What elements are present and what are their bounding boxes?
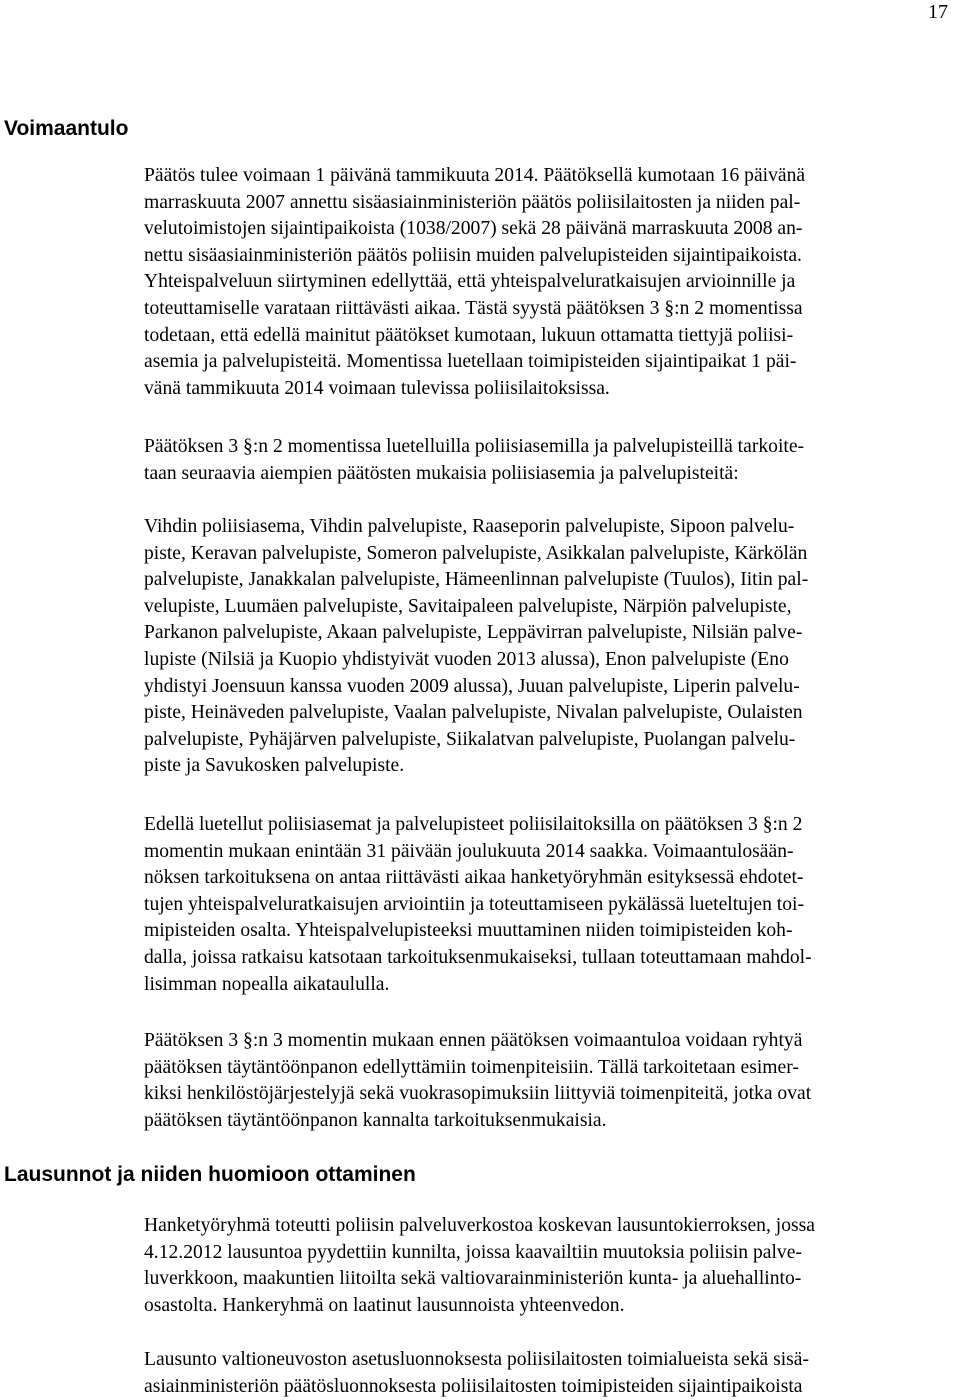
paragraph-lausunnot-2 bbox=[144, 1347, 960, 1400]
page-number: 17 bbox=[928, 1, 948, 23]
text-line: Parkanon palvelupiste, Akaan palvelupiste, Leppävirran palvelupiste, Nilsiän palve- bbox=[144, 622, 803, 644]
text-line: Hanketyöryhmä toteutti poliisin palveluverkostoa koskevan lausuntokierroksen, jossa bbox=[144, 1215, 815, 1236]
paragraph-voimaantulo-1 bbox=[144, 163, 960, 402]
text-line: momentin mukaan enintään 31 päivään joulukuuta 2014 saakka. Voimaantulosään- bbox=[144, 840, 794, 862]
paragraph-voimaantulo-5 bbox=[144, 1028, 960, 1134]
text-line: vänä tammikuuta 2014 voimaan tulevissa poliisilaitoksissa. bbox=[144, 377, 610, 399]
text-line: nettu sisäasiainministeriön päätös poliisin muiden palvelupisteiden sijaintipaikoista. bbox=[144, 244, 802, 266]
text-line: yhdistyi Joensuun kanssa vuoden 2009 alussa), Juuan palvelupiste, Liperin palvelu- bbox=[144, 675, 800, 697]
text-line: osastolta. Hankeryhmä on laatinut lausunnoista yhteenvedon. bbox=[144, 1294, 625, 1316]
text-line: luverkkoon, maakuntien liitoilta sekä valtiovarainministeriön kunta- ja aluehallinto- bbox=[144, 1268, 802, 1290]
text-line: päätöksen täytäntöönpanon kannalta tarkoituksenmukaisia. bbox=[144, 1109, 607, 1131]
text-line: asemia ja palvelupisteitä. Momentissa luetellaan toimipisteiden sijaintipaikat 1 päi- bbox=[144, 351, 797, 373]
paragraph-voimaantulo-3 bbox=[144, 514, 960, 780]
text-line: lupiste (Nilsiä ja Kuopio yhdistyivät vuoden 2013 alussa), Enon palvelupiste (Eno bbox=[144, 648, 789, 670]
text-line: marraskuuta 2007 annettu sisäasiainministeriön päätös poliisilaitosten ja niiden pal- bbox=[144, 191, 801, 213]
text-line: Päätöksen 3 §:n 2 momentissa luetelluilla poliisiasemilla ja palvelupisteillä tarkoite- bbox=[144, 436, 805, 457]
paragraph-voimaantulo-2 bbox=[144, 434, 960, 487]
text-line: palvelupiste, Pyhäjärven palvelupiste, Siikalatvan palvelupiste, Puolangan palvelu- bbox=[144, 728, 796, 750]
text-line: Lausunto valtioneuvoston asetusluonnoksesta poliisilaitosten toimialueista sekä sisä- bbox=[144, 1349, 810, 1370]
text-line: kiksi henkilöstöjärjestelyjä sekä vuokrasopimuksiin liittyviä toimenpiteitä, jotka ovat bbox=[144, 1083, 812, 1105]
text-line: päätöksen täytäntöönpanon edellyttämiin toimenpiteisiin. Tällä tarkoitetaan esimer- bbox=[144, 1056, 799, 1078]
paragraph-voimaantulo-4 bbox=[144, 812, 960, 998]
text-line: asiainministeriön päätösluonnoksesta poliisilaitosten toimipisteiden sijaintipaikoista bbox=[144, 1375, 803, 1397]
section-heading-lausunnot: Lausunnot ja niiden huomioon ottaminen bbox=[4, 1163, 416, 1186]
text-line: Vihdin poliisiasema, Vihdin palvelupiste, Raaseporin palvelupiste, Sipoon palvelu- bbox=[144, 516, 795, 537]
text-line: piste, Keravan palvelupiste, Someron palvelupiste, Asikkalan palvelupiste, Kärkölän bbox=[144, 542, 808, 564]
text-line: Edellä luetellut poliisiasemat ja palvelupisteet poliisilaitoksilla on päätöksen 3 §:n 2 bbox=[144, 814, 803, 835]
text-line: nöksen tarkoituksena on antaa riittävästi aikaa hanketyöryhmän esityksessä ehdotet- bbox=[144, 867, 804, 889]
text-line: piste ja Savukosken palvelupiste. bbox=[144, 755, 405, 777]
text-line: mipisteiden osalta. Yhteispalvelupisteeksi muuttaminen niiden toimipisteiden koh- bbox=[144, 920, 793, 942]
text-line: Yhteispalveluun siirtyminen edellyttää, että yhteispalveluratkaisujen arvioinnille ja bbox=[144, 271, 796, 293]
text-line: velutoimistojen sijaintipaikoista (1038/2007) sekä 28 päivänä marraskuuta 2008 an- bbox=[144, 218, 803, 240]
text-line: Päätöksen 3 §:n 3 momentin mukaan ennen päätöksen voimaantuloa voidaan ryhtyä bbox=[144, 1030, 803, 1051]
text-line: toteuttamiselle varataan riittävästi aikaa. Tästä syystä päätöksen 3 §:n 2 momentissa bbox=[144, 297, 803, 319]
text-line: velupiste, Luumäen palvelupiste, Savitaipaleen palvelupiste, Närpiön palvelupiste, bbox=[144, 595, 792, 617]
text-line: taan seuraavia aiempien päätösten mukaisia poliisiasemia ja palvelupisteitä: bbox=[144, 462, 739, 484]
text-line: todetaan, että edellä mainitut päätökset kumotaan, lukuun ottamatta tiettyjä poliisi- bbox=[144, 324, 794, 346]
text-line: tujen yhteispalveluratkaisujen arviointiin ja toteuttamiseen pykälässä lueteltujen toi- bbox=[144, 893, 805, 915]
text-line: palvelupiste, Janakkalan palvelupiste, Hämeenlinnan palvelupiste (Tuulos), Iitin pal- bbox=[144, 569, 809, 591]
text-line: lisimman nopealla aikataululla. bbox=[144, 973, 390, 995]
paragraph-lausunnot-1 bbox=[144, 1213, 960, 1319]
text-line: 4.12.2012 lausuntoa pyydettiin kunnilta, joissa kaavailtiin muutoksia poliisin palve- bbox=[144, 1241, 802, 1263]
text-line: dalla, joissa ratkaisu katsotaan tarkoituksenmukaiseksi, tullaan toteuttamaan mahdol- bbox=[144, 946, 812, 968]
section-heading-voimaantulo: Voimaantulo bbox=[4, 117, 129, 140]
text-line: Päätös tulee voimaan 1 päivänä tammikuuta 2014. Päätöksellä kumotaan 16 päivänä bbox=[144, 165, 806, 186]
text-line: piste, Heinäveden palvelupiste, Vaalan palvelupiste, Nivalan palvelupiste, Oulaisten bbox=[144, 702, 803, 724]
